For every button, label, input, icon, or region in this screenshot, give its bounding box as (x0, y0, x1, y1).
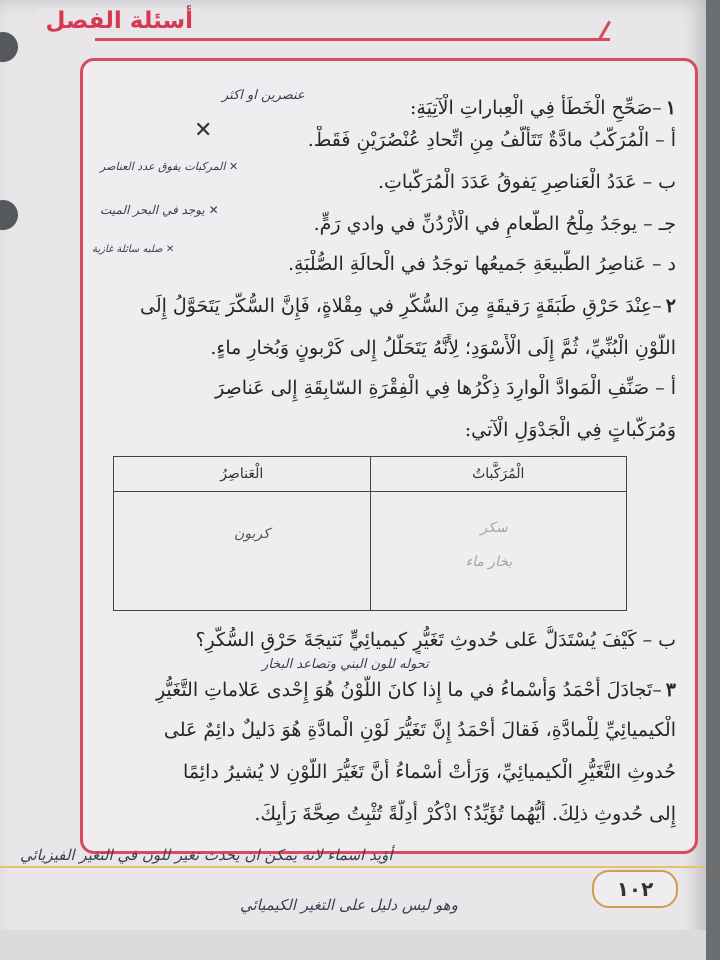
q1-d-correction: ✕ صلبه سائلة غازية (92, 244, 175, 255)
q1-c-correction: ✕ يوجد في البحر الميت (100, 203, 219, 217)
q3-number: ٣ (665, 679, 676, 701)
q1-item-c: جـ – يوجَدُ مِلْحُ الطَّعامِ في الْأُرْدُنِّ في وادي رَمٍّ. (313, 213, 676, 235)
q3-line-4: إِلى حُدوثِ ذلِكَ. أَيُّهُما تُؤَيِّدُ؟ اذْكُرْ أَدِلَّةً تُثْبِتُ صِحَّةَ رَأْيِكَ. (254, 803, 676, 825)
q3-line-1: ٣–تَجادَلَ أَحْمَدُ وَأَسْماءُ في ما إِذا كانَ اللَّوْنُ هُوَ إِحْدى عَلاماتِ التَّغَيُّرِ (155, 679, 676, 701)
binder-hole (0, 200, 18, 230)
q2-line-2: اللَّوْنِ الْبُنِّيِّ، ثُمَّ إِلَى الْأَسْوَدِ؛ لِأَنَّهُ يَتَحَلَّلُ إِلى كَرْبونٍ وَبُخارِ ماءٍ. (210, 337, 676, 359)
page-bottom-edge (0, 930, 706, 960)
q2-line-1: ٢–عِنْدَ حَرْقِ طَبَقَةٍ رَقيقَةٍ مِنَ السُّكَّرِ في مِقْلاةٍ، فَإِنَّ السُّكَّرَ يَتَحَوَّلُ إِلَى (139, 295, 676, 317)
q2-item-b: ب – كَيْفَ يُسْتَدَلُّ عَلى حُدوثِ تَغَيُّرٍ كيميائِيٍّ نَتيجَةَ حَرْقِ السُّكَّرِ؟ (195, 629, 676, 651)
q1-item-b: ب – عَدَدُ الْعَناصِرِ يَفوقُ عَدَدَ الْمُرَكَّباتِ. (377, 171, 676, 193)
classification-table (113, 456, 627, 611)
elements-cell[interactable] (114, 492, 371, 611)
q1-number: ١ (665, 97, 676, 119)
q3-line-3: حُدوثِ التَّغَيُّرِ الْكيميائِيِّ، وَرَأَتْ أَسْماءُ أَنَّ تَغَيُّرَ اللَّوْنِ لا يُشيرُ دائِمًا (183, 761, 676, 783)
footer-rule (0, 866, 706, 868)
elements-answer: كربون (234, 526, 270, 542)
page-number: ١٠٢ (592, 870, 678, 908)
elements-header: الْعَناصِرُ (114, 457, 371, 492)
q3-handwritten-answer-2: وهو ليس دليل على التغير الكيميائي (240, 896, 458, 914)
compounds-header: الْمُرَكَّباتُ (370, 457, 627, 492)
q2-a-line-2: وَمُرَكَّباتٍ فِي الْجَدْوَلِ الْآتي: (464, 419, 676, 441)
compounds-answer-2: بخار ماء (465, 554, 513, 570)
q1-item-a: أ – الْمُرَكَّبُ مادَّةٌ تَتَأَلَّفُ مِنِ اتِّحادِ عُنْصُرَيْنِ فَقَطْ. (307, 129, 676, 151)
q1-a-x-mark: ✕ (194, 118, 213, 143)
compounds-answer-1: سكر (480, 520, 508, 536)
q1-item-d: د – عَناصِرُ الطَّبيعَةِ جَميعُها توجَدُ في الْحالَةِ الصُّلْبَةِ. (287, 253, 676, 275)
binder-hole (0, 32, 18, 62)
q3-line-2: الْكيميائِيِّ لِلْمادَّةِ، فَقالَ أَحْمَدُ إِنَّ تَغَيُّرَ لَوْنِ الْمادَّةِ هُوَ دَليلٌ دائِمٌ عَلى (163, 719, 676, 741)
q1-handwritten-note: عنصرين او اكثر (222, 88, 305, 103)
q1-prompt: ١–صَحِّحِ الْخَطَأَ فِي الْعِباراتِ الْآتِيَةِ: (410, 97, 676, 119)
q2-b-handwritten-answer: تحوله للون البني وتصاعد البخار (262, 657, 429, 672)
q3-handwritten-answer-1: أؤيد اسماء لانه يمكن ان يحدث تغير للون في التغير الفيزيائي (20, 846, 393, 864)
title-rule (95, 38, 610, 41)
q2-a-line-1: أ – صَنِّفِ الْمَوادَّ الْوارِدَ ذِكْرُها فِي الْفِقْرَةِ السّابِقَةِ إِلى عَناصِرَ (215, 377, 676, 399)
page-title: أسئلة الفصل (37, 8, 201, 34)
compounds-cell[interactable] (370, 492, 627, 611)
q2-number: ٢ (665, 295, 676, 317)
q1-b-correction: ✕ المركبات يفوق عدد العناصر (100, 160, 239, 173)
